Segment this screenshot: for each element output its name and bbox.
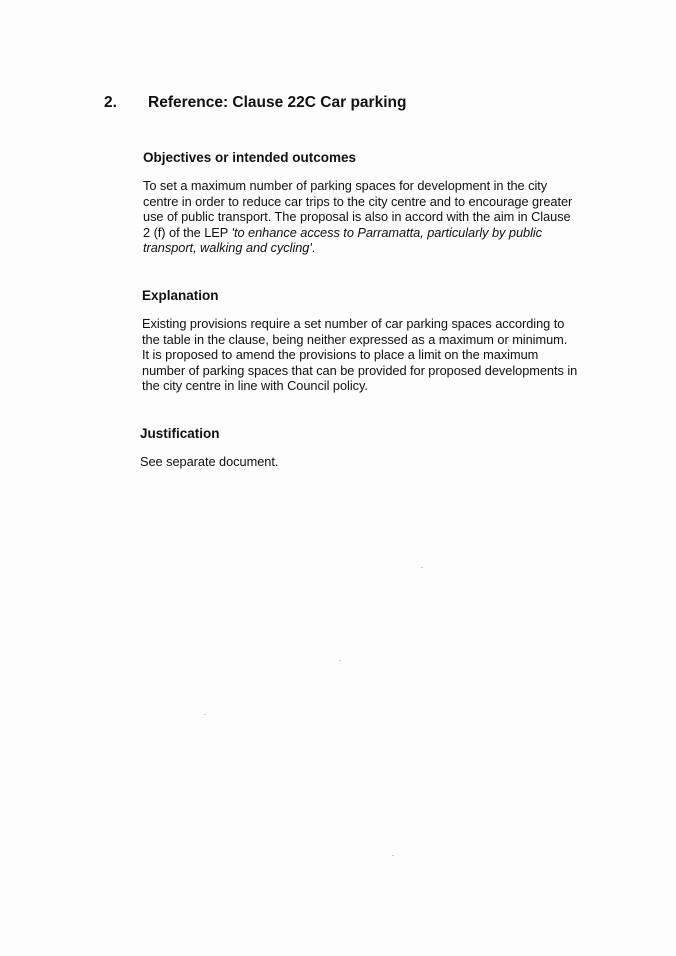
explanation-line: the city centre in line with Council policy. bbox=[142, 378, 368, 394]
objectives-line: To set a maximum number of parking spaces for development in the city bbox=[143, 178, 548, 193]
justification-title: Justification bbox=[140, 426, 220, 441]
objectives-line: centre in order to reduce car trips to the city centre and to encourage greater bbox=[143, 193, 573, 209]
lep-aim-quote-continued: transport, walking and cycling' bbox=[143, 240, 312, 256]
justification-text: See separate document. bbox=[140, 454, 279, 469]
objectives-line-suffix: . bbox=[311, 240, 316, 256]
scan-speck bbox=[204, 714, 206, 715]
scan-speck bbox=[421, 567, 423, 568]
explanation-line: Existing provisions require a set number of car parking spaces according to bbox=[142, 316, 565, 331]
scan-speck bbox=[339, 660, 341, 661]
objectives-line: use of public transport. The proposal is also in accord with the aim in Clause bbox=[143, 209, 571, 225]
objectives-title: Objectives or intended outcomes bbox=[143, 150, 357, 165]
section-title: Reference: Clause 22C Car parking bbox=[148, 94, 407, 111]
scan-speck bbox=[392, 855, 394, 856]
justification-section bbox=[140, 426, 600, 470]
explanation-line: number of parking spaces that can be provided for proposed developments in bbox=[142, 362, 578, 378]
objectives-text bbox=[143, 178, 603, 256]
explanation-line: It is proposed to amend the provisions to place a limit on the maximum bbox=[142, 347, 539, 363]
lep-aim-quote: 'to enhance access to Parramatta, particularly by public bbox=[231, 224, 543, 240]
section-heading bbox=[104, 94, 406, 112]
explanation-text bbox=[142, 316, 602, 394]
objectives-section bbox=[143, 150, 603, 256]
explanation-section bbox=[142, 288, 602, 394]
objectives-line-prefix: 2 (f) of the LEP bbox=[143, 224, 232, 240]
section-number: 2. bbox=[104, 94, 117, 111]
explanation-title: Explanation bbox=[142, 288, 219, 303]
explanation-line: the table in the clause, being neither expressed as a maximum or minimum. bbox=[142, 331, 568, 347]
